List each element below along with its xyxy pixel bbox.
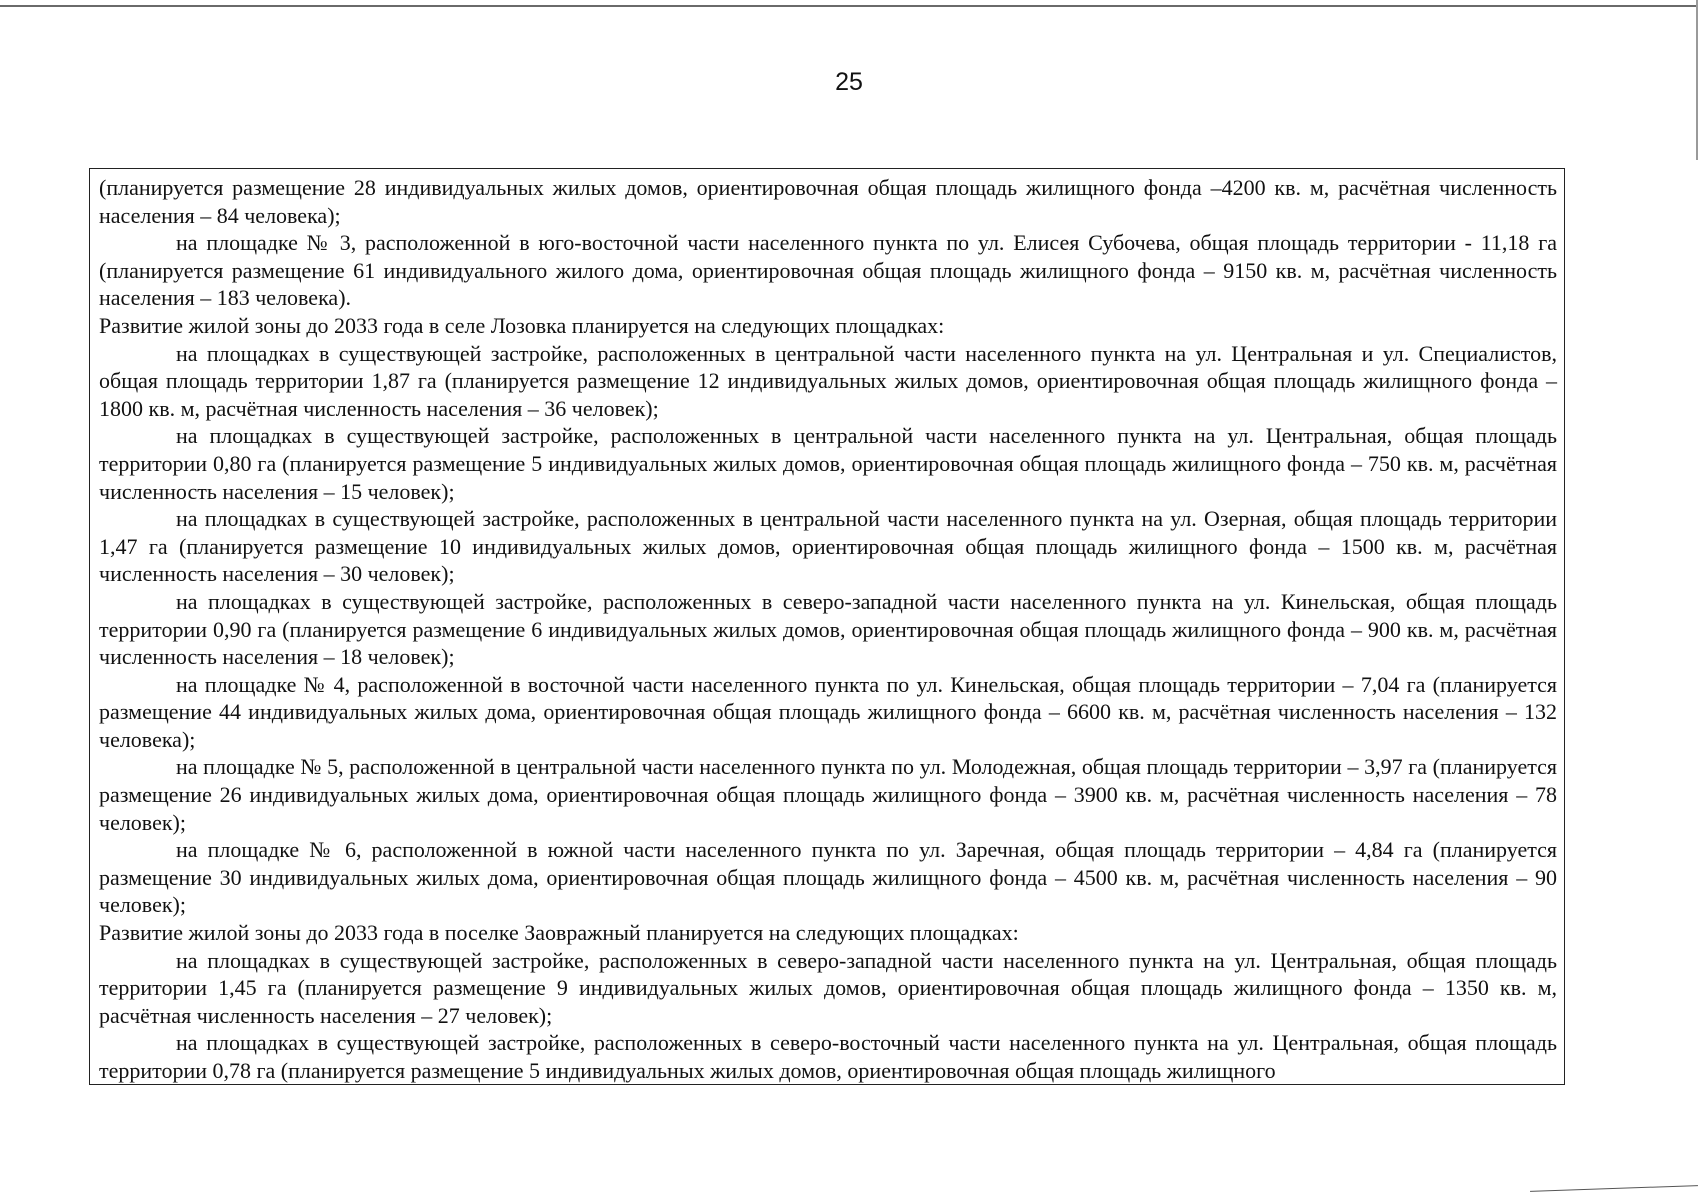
document-body <box>90 169 1564 1085</box>
paragraph-2: на площадке № 3, расположенной в юго-восточной части населенного пункта по ул. Елисея Субочева, общая площадь территории - 11,18 га (планируется размещение 61 индивидуального жилого дома, ориентировочная общая площадь жилищного фонда – 9150 кв. м, расчётная численность населения – 183 человека). <box>99 230 1557 311</box>
text-frame <box>89 168 1565 1085</box>
paragraph-4: на площадках в существующей застройке, расположенных в центральной части населенного пункта на ул. Центральная и ул. Специалистов, общая площадь территории 1,87 га (планируется размещение 12 индивидуальных жилых домов, ориентировочная общая площадь жилищного фонда – 1800 кв. м, расчётная численность населения – 36 человек); <box>99 340 1557 421</box>
scan-corner-mark <box>1530 1185 1698 1192</box>
paragraph-13: на площадках в существующей застройке, расположенных в северо-восточный части населенного пункта на ул. Центральная, общая площадь территории 0,78 га (планируется размещение 5 индивидуальных жилых домов, ориентировочная общая площадь жилищного <box>99 1030 1557 1083</box>
page-top-rule <box>0 5 1698 7</box>
paragraph-9: на площадке № 5, расположенной в центральной части населенного пункта по ул. Молодежная, общая площадь территории – 3,97 га (планируется размещение 26 индивидуальных жилых дома, ориентировочная общая площадь жилищного фонда – 3900 кв. м, расчётная численность населения – 78 человек); <box>99 754 1557 835</box>
paragraph-6: на площадках в существующей застройке, расположенных в центральной части населенного пункта на ул. Озерная, общая площадь территории 1,47 га (планируется размещение 10 индивидуальных жилых домов, ориентировочная общая площадь жилищного фонда – 1500 кв. м, расчётная численность населения – 30 человек); <box>99 506 1557 587</box>
paragraph-12: на площадках в существующей застройке, расположенных в северо-западной части населенного пункта на ул. Центральная, общая площадь территории 1,45 га (планируется размещение 9 индивидуальных жилых домов, ориентировочная общая площадь жилищного фонда – 1350 кв. м, расчётная численность населения – 27 человек); <box>99 947 1557 1028</box>
paragraph-8: на площадке № 4, расположенной в восточной части населенного пункта по ул. Кинельская, общая площадь территории – 7,04 га (планируется размещение 44 индивидуальных жилых дома, ориентировочная общая площадь жилищного фонда – 6600 кв. м, расчётная численность населения – 132 человека); <box>99 671 1557 752</box>
paragraph-10: на площадке № 6, расположенной в южной части населенного пункта по ул. Заречная, общая площадь территории – 4,84 га (планируется размещение 30 индивидуальных жилых дома, ориентировочная общая площадь жилищного фонда – 4500 кв. м, расчётная численность населения – 90 человек); <box>99 837 1557 918</box>
paragraph-1: (планируется размещение 28 индивидуальных жилых домов, ориентировочная общая площадь жилищного фонда –4200 кв. м, расчётная численность населения – 84 человека); <box>99 175 1557 228</box>
page-number: 25 <box>835 68 863 96</box>
paragraph-11: Развитие жилой зоны до 2033 года в поселке Заовражный планируется на следующих площадках: <box>99 920 1019 946</box>
paragraph-5: на площадках в существующей застройке, расположенных в центральной части населенного пункта на ул. Центральная, общая площадь территории 0,80 га (планируется размещение 5 индивидуальных жилых домов, ориентировочная общая площадь жилищного фонда – 750 кв. м, расчётная численность населения – 15 человек); <box>99 423 1557 504</box>
paragraph-7: на площадках в существующей застройке, расположенных в северо-западной части населенного пункта на ул. Кинельская, общая площадь территории 0,90 га (планируется размещение 6 индивидуальных жилых домов, ориентировочная общая площадь жилищного фонда – 900 кв. м, расчётная численность населения – 18 человек); <box>99 588 1557 670</box>
paragraph-3: Развитие жилой зоны до 2033 года в селе Лозовка планируется на следующих площадках: <box>99 312 945 338</box>
